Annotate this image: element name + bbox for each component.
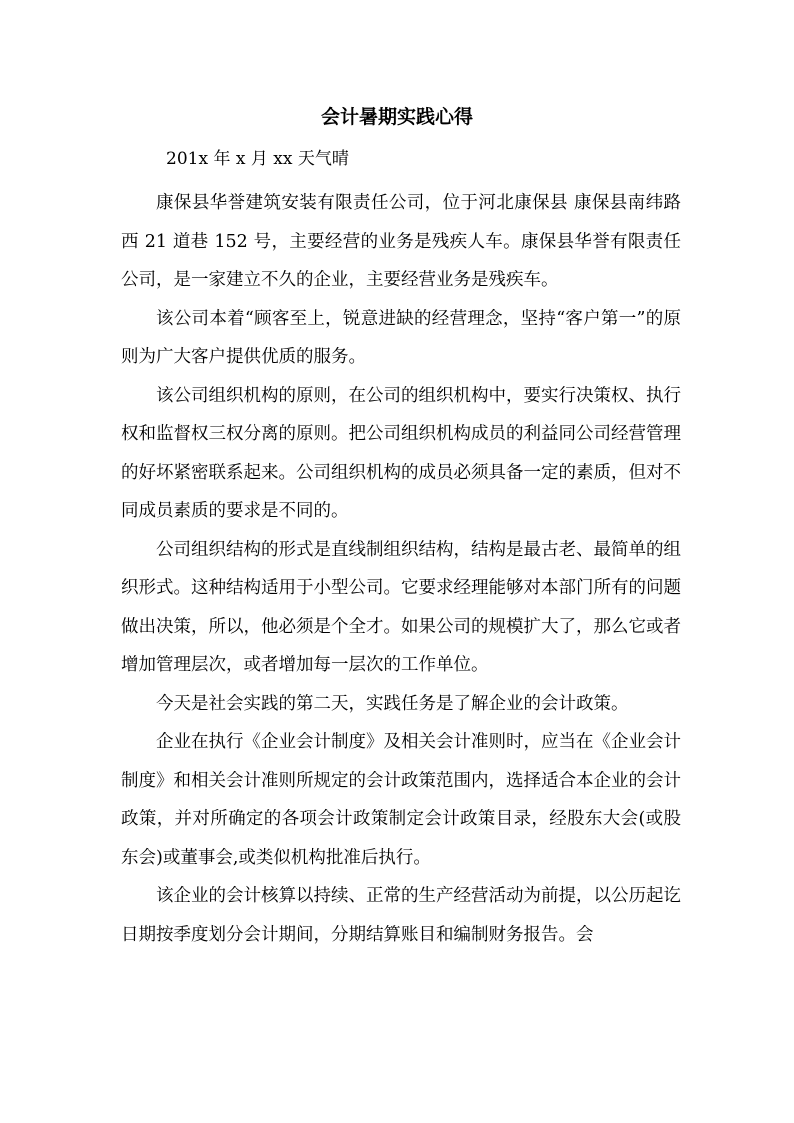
paragraph-organization-structure: 公司组织结构的形式是直线制组织结构，结构是最古老、最简单的组织形式。这种结构适用于小型公司。它要求经理能够对本部门所有的问题做出决策，所以，他必须是个全才。如果公司的规模扩大了，那么它或者增加管理层次，或者增加每一层次的工作单位。 (121, 539, 681, 675)
date-weather-line: 201x 年 x 月 xx 天气晴 (166, 149, 349, 169)
paragraph-second-day: 今天是社会实践的第二天，实践任务是了解企业的会计政策。 (156, 693, 629, 714)
document-title: 会计暑期实践心得 (320, 106, 473, 128)
paragraph-accounting-policy: 企业在执行《企业会计制度》及相关会计准则时，应当在《企业会计制度》和相关会计准则所规定的会计政策范围内，选择适合本企业的会计政策，并对所确定的各项会计政策制定会计政策目录，经股东大会(或股东会)或董事会,或类似机构批准后执行。 (121, 732, 681, 868)
document-body (121, 184, 681, 954)
paragraph-accounting-basis: 该企业的会计核算以持续、正常的生产经营活动为前提，以公历起讫日期按季度划分会计期间，分期结算账目和编制财务报告。会 (121, 886, 681, 945)
paragraph-company-intro: 康保县华誉建筑安装有限责任公司，位于河北康保县 康保县南纬路西 21 道巷 152 号，主要经营的业务是残疾人车。康保县华誉有限责任公司，是一家建立不久的企业，主要经营业务是残疾车。 (121, 193, 681, 290)
paragraph-organization-principles: 该公司组织机构的原则，在公司的组织机构中，要实行决策权、执行权和监督权三权分离的原则。把公司组织机构成员的利益同公司经营管理的好坏紧密联系起来。公司组织机构的成员必须具备一定的素质，但对不同成员素质的要求是不同的。 (121, 385, 681, 521)
paragraph-business-philosophy: 该公司本着“顾客至上，锐意进缺的经营理念，坚持“客户第一”的原则为广大客户提供优质的服务。 (121, 308, 681, 367)
